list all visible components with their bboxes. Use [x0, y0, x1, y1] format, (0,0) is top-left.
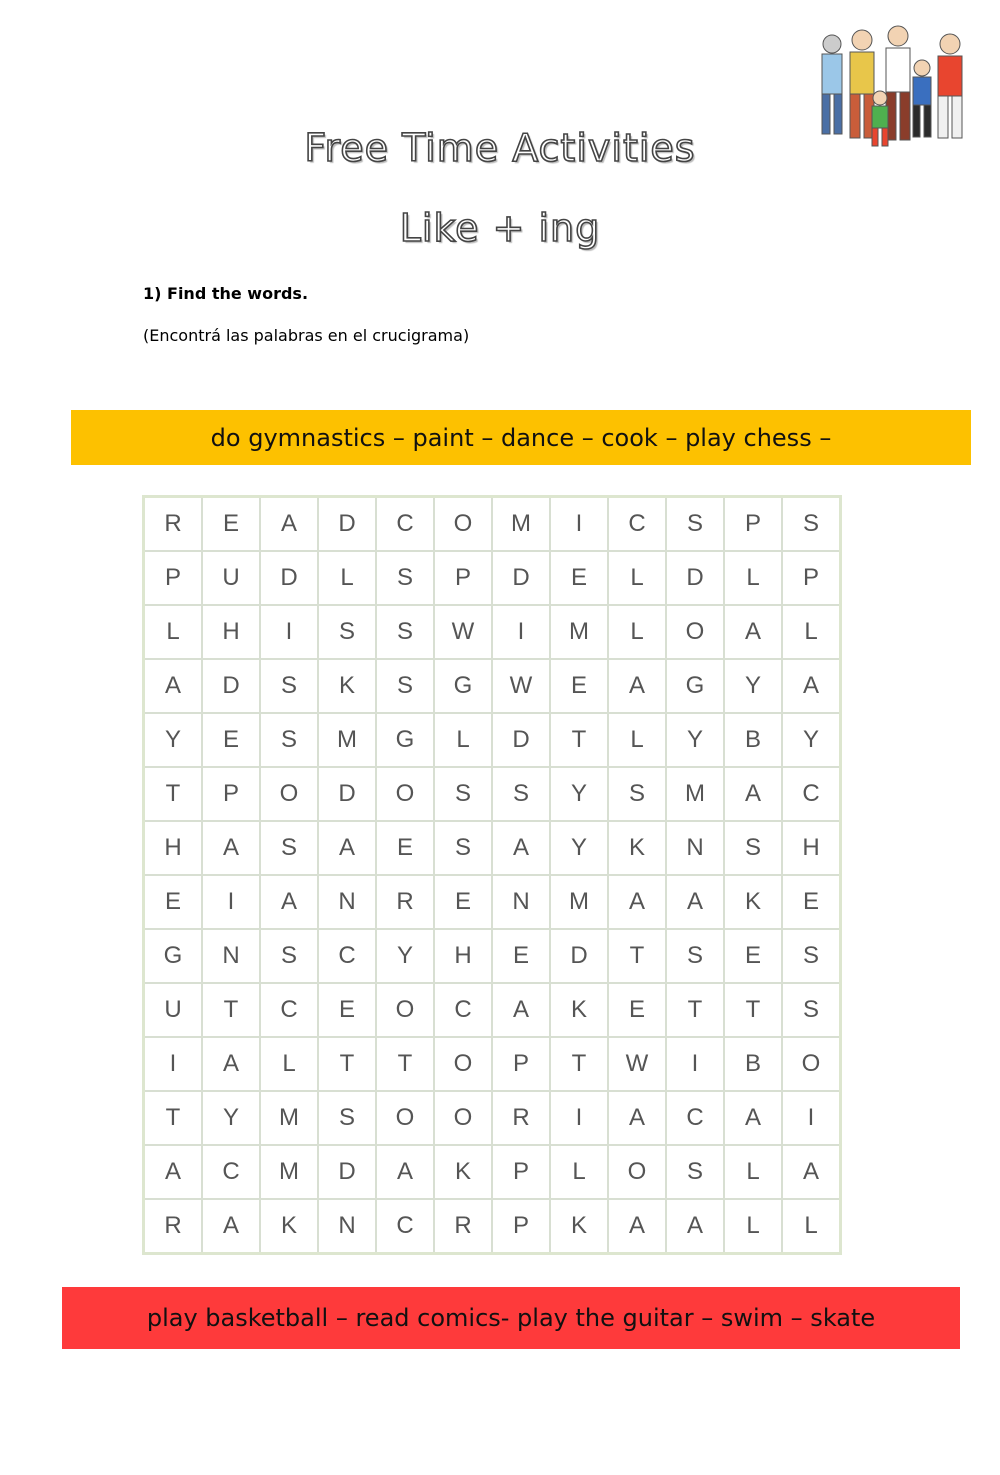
grid-cell[interactable]: N	[202, 929, 260, 983]
grid-cell[interactable]: C	[782, 767, 841, 821]
grid-cell[interactable]: T	[608, 929, 666, 983]
grid-cell[interactable]: Y	[724, 659, 782, 713]
grid-cell[interactable]: C	[260, 983, 318, 1037]
grid-cell[interactable]: O	[376, 767, 434, 821]
grid-cell[interactable]: I	[260, 605, 318, 659]
grid-cell[interactable]: D	[492, 713, 550, 767]
grid-cell[interactable]: O	[376, 983, 434, 1037]
grid-cell[interactable]: W	[434, 605, 492, 659]
grid-cell[interactable]: N	[318, 1199, 376, 1254]
grid-cell[interactable]: K	[550, 1199, 608, 1254]
grid-cell[interactable]: S	[666, 497, 724, 552]
grid-cell[interactable]: A	[144, 1145, 203, 1199]
grid-cell[interactable]: I	[144, 1037, 203, 1091]
grid-cell[interactable]: D	[492, 551, 550, 605]
grid-cell[interactable]: O	[376, 1091, 434, 1145]
grid-cell[interactable]: E	[782, 875, 841, 929]
grid-row	[144, 659, 841, 713]
grid-cell[interactable]: T	[144, 1091, 203, 1145]
grid-cell[interactable]: A	[724, 605, 782, 659]
grid-cell[interactable]: E	[492, 929, 550, 983]
grid-cell[interactable]: A	[202, 1199, 260, 1254]
grid-row	[144, 497, 841, 552]
grid-cell[interactable]: D	[202, 659, 260, 713]
word-search-grid	[142, 495, 842, 1255]
grid-cell[interactable]: C	[666, 1091, 724, 1145]
grid-cell[interactable]: S	[260, 713, 318, 767]
grid-cell[interactable]: S	[376, 605, 434, 659]
grid-cell[interactable]: I	[666, 1037, 724, 1091]
grid-cell[interactable]: W	[608, 1037, 666, 1091]
grid-cell[interactable]: E	[202, 713, 260, 767]
grid-cell[interactable]: A	[666, 1199, 724, 1254]
grid-cell[interactable]: G	[144, 929, 203, 983]
grid-cell[interactable]: Y	[550, 821, 608, 875]
grid-cell[interactable]: S	[318, 605, 376, 659]
grid-cell[interactable]: A	[608, 875, 666, 929]
grid-row	[144, 821, 841, 875]
grid-cell[interactable]: Y	[202, 1091, 260, 1145]
grid-cell[interactable]: Y	[782, 713, 841, 767]
grid-cell[interactable]: S	[260, 821, 318, 875]
grid-cell[interactable]: G	[434, 659, 492, 713]
grid-cell[interactable]: A	[260, 875, 318, 929]
grid-cell[interactable]: D	[318, 1145, 376, 1199]
grid-cell[interactable]: S	[492, 767, 550, 821]
grid-cell[interactable]: G	[376, 713, 434, 767]
grid-cell[interactable]: P	[202, 767, 260, 821]
grid-cell[interactable]: A	[724, 767, 782, 821]
grid-cell[interactable]: L	[782, 605, 841, 659]
grid-cell[interactable]: A	[260, 497, 318, 552]
grid-cell[interactable]: Y	[144, 713, 203, 767]
grid-cell[interactable]: W	[492, 659, 550, 713]
grid-cell[interactable]: O	[782, 1037, 841, 1091]
grid-cell[interactable]: H	[782, 821, 841, 875]
grid-cell[interactable]: I	[202, 875, 260, 929]
grid-cell[interactable]: D	[550, 929, 608, 983]
grid-cell[interactable]: S	[376, 551, 434, 605]
grid-cell[interactable]: L	[782, 1199, 841, 1254]
grid-cell[interactable]: E	[376, 821, 434, 875]
grid-cell[interactable]: A	[376, 1145, 434, 1199]
grid-row	[144, 1091, 841, 1145]
grid-cell[interactable]: Y	[666, 713, 724, 767]
grid-cell[interactable]: S	[434, 767, 492, 821]
grid-cell[interactable]: R	[144, 497, 203, 552]
grid-row	[144, 875, 841, 929]
grid-cell[interactable]: A	[492, 821, 550, 875]
grid-cell[interactable]: K	[550, 983, 608, 1037]
grid-cell[interactable]: A	[782, 659, 841, 713]
grid-cell[interactable]: D	[318, 497, 376, 552]
word-bank-top	[71, 410, 971, 465]
grid-cell[interactable]: T	[550, 713, 608, 767]
grid-cell[interactable]: T	[376, 1037, 434, 1091]
grid-cell[interactable]: A	[202, 1037, 260, 1091]
grid-cell[interactable]: S	[724, 821, 782, 875]
grid-cell[interactable]: T	[202, 983, 260, 1037]
grid-cell[interactable]: I	[550, 497, 608, 552]
grid-cell[interactable]: M	[666, 767, 724, 821]
grid-cell[interactable]: A	[782, 1145, 841, 1199]
grid-cell[interactable]: C	[608, 497, 666, 552]
grid-cell[interactable]: R	[492, 1091, 550, 1145]
grid-cell[interactable]: K	[434, 1145, 492, 1199]
grid-cell[interactable]: P	[492, 1037, 550, 1091]
grid-cell[interactable]: A	[608, 1091, 666, 1145]
grid-cell[interactable]: H	[202, 605, 260, 659]
grid-cell[interactable]: B	[724, 713, 782, 767]
grid-cell[interactable]: T	[318, 1037, 376, 1091]
grid-row	[144, 551, 841, 605]
grid-cell[interactable]: E	[724, 929, 782, 983]
grid-cell[interactable]: L	[550, 1145, 608, 1199]
grid-cell[interactable]: H	[434, 929, 492, 983]
grid-cell[interactable]: A	[666, 875, 724, 929]
grid-cell[interactable]: C	[202, 1145, 260, 1199]
grid-cell[interactable]: S	[666, 1145, 724, 1199]
grid-cell[interactable]: A	[608, 659, 666, 713]
grid-cell[interactable]: S	[782, 983, 841, 1037]
grid-row	[144, 1037, 841, 1091]
grid-cell[interactable]: L	[318, 551, 376, 605]
grid-cell[interactable]: N	[666, 821, 724, 875]
grid-cell[interactable]: S	[782, 497, 841, 552]
word-bank-bottom	[62, 1287, 960, 1349]
task-instruction: 1) Find the words.	[143, 284, 309, 303]
grid-cell[interactable]: D	[318, 767, 376, 821]
grid-cell[interactable]: K	[608, 821, 666, 875]
grid-cell[interactable]: P	[492, 1145, 550, 1199]
grid-cell[interactable]: C	[318, 929, 376, 983]
grid-cell[interactable]: S	[434, 821, 492, 875]
grid-cell[interactable]: T	[724, 983, 782, 1037]
grid-cell[interactable]: A	[144, 659, 203, 713]
grid-cell[interactable]: S	[782, 929, 841, 983]
grid-cell[interactable]: A	[608, 1199, 666, 1254]
task-translation: (Encontrá las palabras en el crucigrama)	[143, 326, 470, 345]
grid-row	[144, 713, 841, 767]
grid-cell[interactable]: L	[144, 605, 203, 659]
grid-cell[interactable]: K	[724, 875, 782, 929]
grid-row	[144, 1145, 841, 1199]
grid-cell[interactable]: T	[666, 983, 724, 1037]
grid-row	[144, 605, 841, 659]
grid-cell[interactable]: E	[434, 875, 492, 929]
grid-cell[interactable]: O	[434, 1091, 492, 1145]
grid-cell[interactable]: P	[434, 551, 492, 605]
grid-cell[interactable]: M	[260, 1145, 318, 1199]
grid-cell[interactable]: R	[376, 875, 434, 929]
grid-cell[interactable]: U	[144, 983, 203, 1037]
grid-row	[144, 1199, 841, 1254]
grid-cell[interactable]: M	[318, 713, 376, 767]
grid-cell[interactable]: S	[376, 659, 434, 713]
grid-cell[interactable]: M	[550, 875, 608, 929]
grid-cell[interactable]: N	[492, 875, 550, 929]
grid-cell[interactable]: C	[376, 1199, 434, 1254]
grid-cell[interactable]: P	[144, 551, 203, 605]
grid-cell[interactable]: N	[318, 875, 376, 929]
grid-cell[interactable]: E	[550, 659, 608, 713]
grid-cell[interactable]: L	[724, 1199, 782, 1254]
grid-cell[interactable]: Y	[550, 767, 608, 821]
grid-cell[interactable]: O	[434, 497, 492, 552]
grid-cell[interactable]: R	[434, 1199, 492, 1254]
grid-cell[interactable]: H	[144, 821, 203, 875]
grid-cell[interactable]: S	[608, 767, 666, 821]
grid-cell[interactable]: P	[492, 1199, 550, 1254]
grid-cell[interactable]: D	[666, 551, 724, 605]
grid-row	[144, 767, 841, 821]
grid-cell[interactable]: I	[492, 605, 550, 659]
grid-cell[interactable]: T	[550, 1037, 608, 1091]
grid-cell[interactable]: M	[550, 605, 608, 659]
grid-cell[interactable]: O	[608, 1145, 666, 1199]
grid-cell[interactable]: S	[260, 929, 318, 983]
grid-row	[144, 983, 841, 1037]
grid-cell[interactable]: D	[260, 551, 318, 605]
page-title: Free Time Activities	[304, 126, 696, 170]
grid-cell[interactable]: K	[260, 1199, 318, 1254]
grid-cell[interactable]: P	[724, 497, 782, 552]
grid-cell[interactable]: C	[434, 983, 492, 1037]
grid-cell[interactable]: E	[608, 983, 666, 1037]
grid-cell[interactable]: L	[434, 713, 492, 767]
grid-cell[interactable]: L	[724, 1145, 782, 1199]
page-subtitle: Like + ing	[399, 206, 601, 250]
grid-cell[interactable]: E	[144, 875, 203, 929]
grid-cell[interactable]: S	[260, 659, 318, 713]
grid-cell[interactable]: A	[202, 821, 260, 875]
grid-cell[interactable]: U	[202, 551, 260, 605]
grid-cell[interactable]: O	[666, 605, 724, 659]
grid-cell[interactable]: L	[724, 551, 782, 605]
grid-cell[interactable]: S	[318, 1091, 376, 1145]
word-bank-bottom-text: play basketball – read comics- play the guitar – swim – skate	[146, 1304, 876, 1332]
grid-cell[interactable]: A	[724, 1091, 782, 1145]
grid-cell[interactable]: E	[318, 983, 376, 1037]
grid-cell[interactable]: O	[434, 1037, 492, 1091]
grid-cell[interactable]: L	[608, 713, 666, 767]
grid-cell[interactable]: T	[144, 767, 203, 821]
grid-cell[interactable]: L	[608, 551, 666, 605]
grid-cell[interactable]: B	[724, 1037, 782, 1091]
grid-cell[interactable]: R	[144, 1199, 203, 1254]
grid-cell[interactable]: M	[492, 497, 550, 552]
grid-cell[interactable]: O	[260, 767, 318, 821]
grid-cell[interactable]: A	[318, 821, 376, 875]
grid-cell[interactable]: I	[550, 1091, 608, 1145]
grid-row	[144, 929, 841, 983]
grid-cell[interactable]: L	[608, 605, 666, 659]
grid-cell[interactable]: G	[666, 659, 724, 713]
grid-cell[interactable]: S	[666, 929, 724, 983]
grid-cell[interactable]: C	[376, 497, 434, 552]
grid-cell[interactable]: L	[260, 1037, 318, 1091]
grid-cell[interactable]: P	[782, 551, 841, 605]
grid-cell[interactable]: E	[202, 497, 260, 552]
grid-cell[interactable]: Y	[376, 929, 434, 983]
grid-cell[interactable]: M	[260, 1091, 318, 1145]
grid-cell[interactable]: A	[492, 983, 550, 1037]
grid-cell[interactable]: I	[782, 1091, 841, 1145]
word-bank-top-text: do gymnastics – paint – dance – cook – play chess –	[210, 423, 832, 452]
grid-cell[interactable]: E	[550, 551, 608, 605]
grid-cell[interactable]: K	[318, 659, 376, 713]
